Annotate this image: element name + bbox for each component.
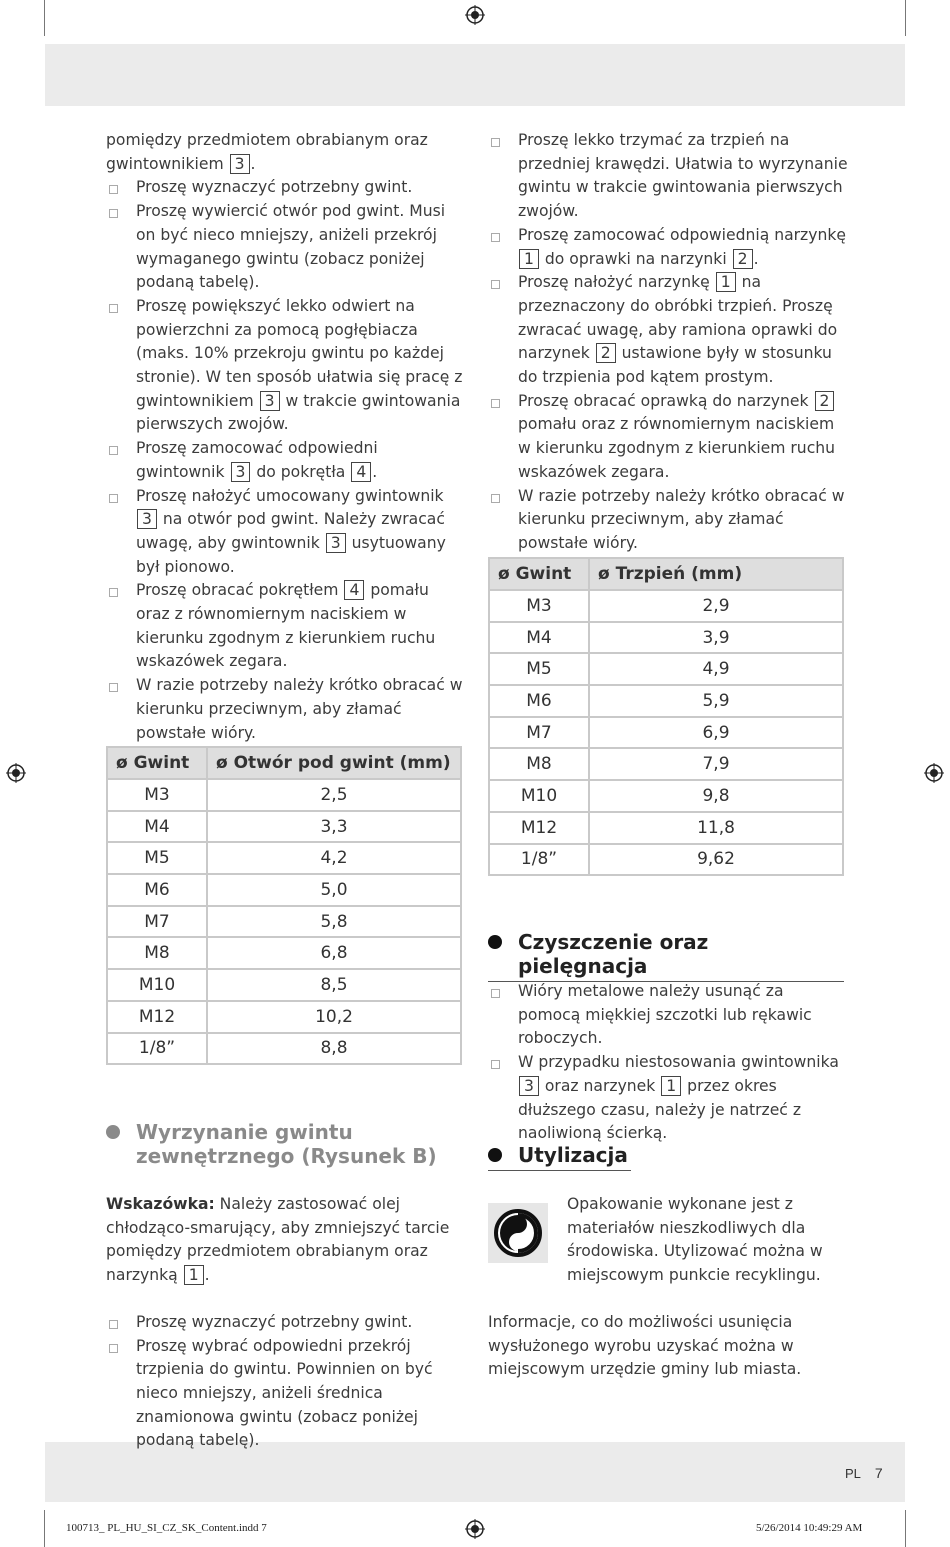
- table-row: 1/8” 9,62: [489, 844, 843, 876]
- bolt-diameter-table: [488, 557, 844, 876]
- part-number-box: 3: [230, 154, 250, 174]
- list-item: Proszę zamocować odpowiedni gwintownik 3 do pokrętła 4 .: [106, 437, 466, 484]
- table-row: M5 4,9: [489, 653, 843, 685]
- list-item: Proszę nałożyć narzynkę 1 na przeznaczony do obróbki trzpień. Proszę zwracać uwagę, aby ramiona oprawki do narzynek 2 ustawione były w stosunku do trzpienia pod kątem prostym.: [488, 271, 848, 390]
- list-item: Proszę wyznaczyć potrzebny gwint.: [106, 176, 466, 200]
- registration-mark-icon: [6, 763, 26, 783]
- page-number-value: 7: [874, 1465, 883, 1481]
- table-row: M12 11,8: [489, 812, 843, 844]
- table-row: M10 9,8: [489, 780, 843, 812]
- slug-filename: 100713_ PL_HU_SI_CZ_SK_Content.indd 7: [66, 1522, 267, 1534]
- right-column-instructions: [488, 129, 848, 556]
- crop-mark-right-bottom: [905, 1510, 906, 1547]
- part-number-box: 1: [519, 249, 539, 269]
- part-number-box: 2: [733, 249, 753, 269]
- disposal-text: Opakowanie wykonane jest z materiałów nieszkodliwych dla środowiska. Utylizować można w miejscowym punkcie recyklingu.: [567, 1195, 823, 1285]
- bullet-dot-icon: [488, 935, 502, 949]
- recycling-logo: [488, 1203, 548, 1263]
- crop-mark-right-top: [905, 0, 906, 36]
- table-row: M3 2,9: [489, 590, 843, 622]
- intro-paragraph: pomiędzy przedmiotem obrabianym oraz gwintownikiem 3 .: [106, 131, 428, 173]
- part-number-box: 3: [260, 391, 280, 411]
- list-item: Proszę nałożyć umocowany gwintownik 3 na otwór pod gwint. Należy zwracać uwagę, aby gwintownik 3 usytuowany był pionowo.: [106, 485, 466, 580]
- table-row: M6 5,9: [489, 685, 843, 717]
- part-number-box: 2: [596, 343, 616, 363]
- part-number-box: 4: [344, 580, 364, 600]
- part-number-box: 2: [815, 391, 835, 411]
- table-row: M12 10,2: [107, 1001, 461, 1033]
- table-row: M4 3,3: [107, 811, 461, 843]
- disposal-info: Informacje, co do możliwości usunięcia wysłużonego wyrobu uzyskać można w miejscowym urzędzie gminy lub miasta.: [488, 1313, 802, 1379]
- table-row: M7 5,8: [107, 906, 461, 938]
- language-code: PL: [845, 1466, 861, 1481]
- list-item: W razie potrzeby należy krótko obracać w kierunku przeciwnym, aby złamać powstałe wióry.: [106, 674, 466, 745]
- table-row: M8 6,8: [107, 937, 461, 969]
- table-row: M7 6,9: [489, 717, 843, 749]
- list-item: Proszę lekko trzymać za trzpień na przedniej krawędzi. Ułatwia to wyrzynanie gwintu w trakcie gwintowania pierwszych zwojów.: [488, 129, 848, 224]
- left-column-instructions: [106, 129, 466, 745]
- registration-mark-icon: [465, 1519, 485, 1539]
- section-heading-cleaning: Czyszczenie oraz pielęgnacja: [488, 930, 844, 982]
- table-row: M5 4,2: [107, 842, 461, 874]
- tap-drill-table: [106, 746, 462, 1065]
- table-header: ø Trzpień (mm): [589, 558, 843, 590]
- table-header: ø Otwór pod gwint (mm): [207, 747, 461, 779]
- slug-date: 5/26/2014 10:49:29 AM: [756, 1522, 863, 1534]
- green-dot-recycle-icon: [488, 1203, 548, 1263]
- part-number-box: 4: [351, 462, 371, 482]
- registration-mark-icon: [465, 5, 485, 25]
- part-number-box: 1: [716, 272, 736, 292]
- list-item: Proszę obracać oprawką do narzynek 2 pomału oraz z równomiernym naciskiem w kierunku zgodnym z kierunkiem ruchu wskazówek zegara.: [488, 390, 848, 485]
- table-header: ø Gwint: [107, 747, 207, 779]
- list-item: Proszę powiększyć lekko odwiert na powierzchni za pomocą pogłębiacza (maks. 10% przekroju gwintu po każdej stronie). W ten sposób ułatwia się pracę z gwintownikiem 3 w trakcie gwintowania pierwszych zwojów.: [106, 295, 466, 437]
- table-row: M3 2,5: [107, 779, 461, 811]
- table-row: M10 8,5: [107, 969, 461, 1001]
- part-number-box: 3: [137, 509, 157, 529]
- table-row: M4 3,9: [489, 622, 843, 654]
- part-number-box: 3: [326, 533, 346, 553]
- list-item: Proszę zamocować odpowiednią narzynkę 1 do oprawki na narzynki 2 .: [488, 224, 848, 271]
- hint-paragraph: Wskazówka: Należy zastosować olej chłodząco-smarujący, aby zmniejszyć tarcie pomiędzy przedmiotem obrabianym oraz narzynką 1 .: [106, 1195, 450, 1285]
- header-band: [45, 44, 905, 106]
- part-number-box: 3: [231, 462, 251, 482]
- section-heading-external-thread: Wyrzynanie gwintu zewnętrznego (Rysunek B): [106, 1120, 466, 1168]
- table-row: 1/8” 8,8: [107, 1033, 461, 1065]
- part-number-box: 1: [184, 1265, 204, 1285]
- list-item: W przypadku niestosowania gwintownika 3 oraz narzynek 1 przez okres dłuższego czasu, należy je natrzeć z naoliwioną ścierką.: [488, 1051, 848, 1146]
- cleaning-instructions: [488, 980, 848, 1146]
- left-column-hint: [106, 1193, 466, 1453]
- part-number-box: 3: [519, 1076, 539, 1096]
- table-row: M6 5,0: [107, 874, 461, 906]
- list-item: Proszę wywiercić otwór pod gwint. Musi on być nieco mniejszy, aniżeli przekrój wymaganego gwintu (zobacz poniżej podaną tabelę).: [106, 200, 466, 295]
- bullet-dot-icon: [106, 1125, 120, 1139]
- table-row: M8 7,9: [489, 748, 843, 780]
- table-header: ø Gwint: [489, 558, 589, 590]
- bullet-dot-icon: [488, 1148, 502, 1162]
- crop-mark-left-top: [44, 0, 45, 36]
- page-number: [845, 1465, 883, 1481]
- list-item: Wióry metalowe należy usunąć za pomocą miękkiej szczotki lub rękawic roboczych.: [488, 980, 848, 1051]
- list-item: Proszę obracać pokrętłem 4 pomału oraz z równomiernym naciskiem w kierunku zgodnym z kierunkiem ruchu wskazówek zegara.: [106, 579, 466, 674]
- list-item: W razie potrzeby należy krótko obracać w kierunku przeciwnym, aby złamać powstałe wióry.: [488, 485, 848, 556]
- registration-mark-icon: [924, 763, 944, 783]
- list-item: Proszę wyznaczyć potrzebny gwint.: [106, 1311, 466, 1335]
- part-number-box: 1: [661, 1076, 681, 1096]
- section-heading-disposal: Utylizacja: [488, 1143, 631, 1171]
- crop-mark-left-bottom: [44, 1510, 45, 1547]
- list-item: Proszę wybrać odpowiedni przekrój trzpienia do gwintu. Powinnien on być nieco mniejszy, aniżeli średnica znamionowa gwintu (zobacz poniżej podaną tabelę).: [106, 1335, 466, 1454]
